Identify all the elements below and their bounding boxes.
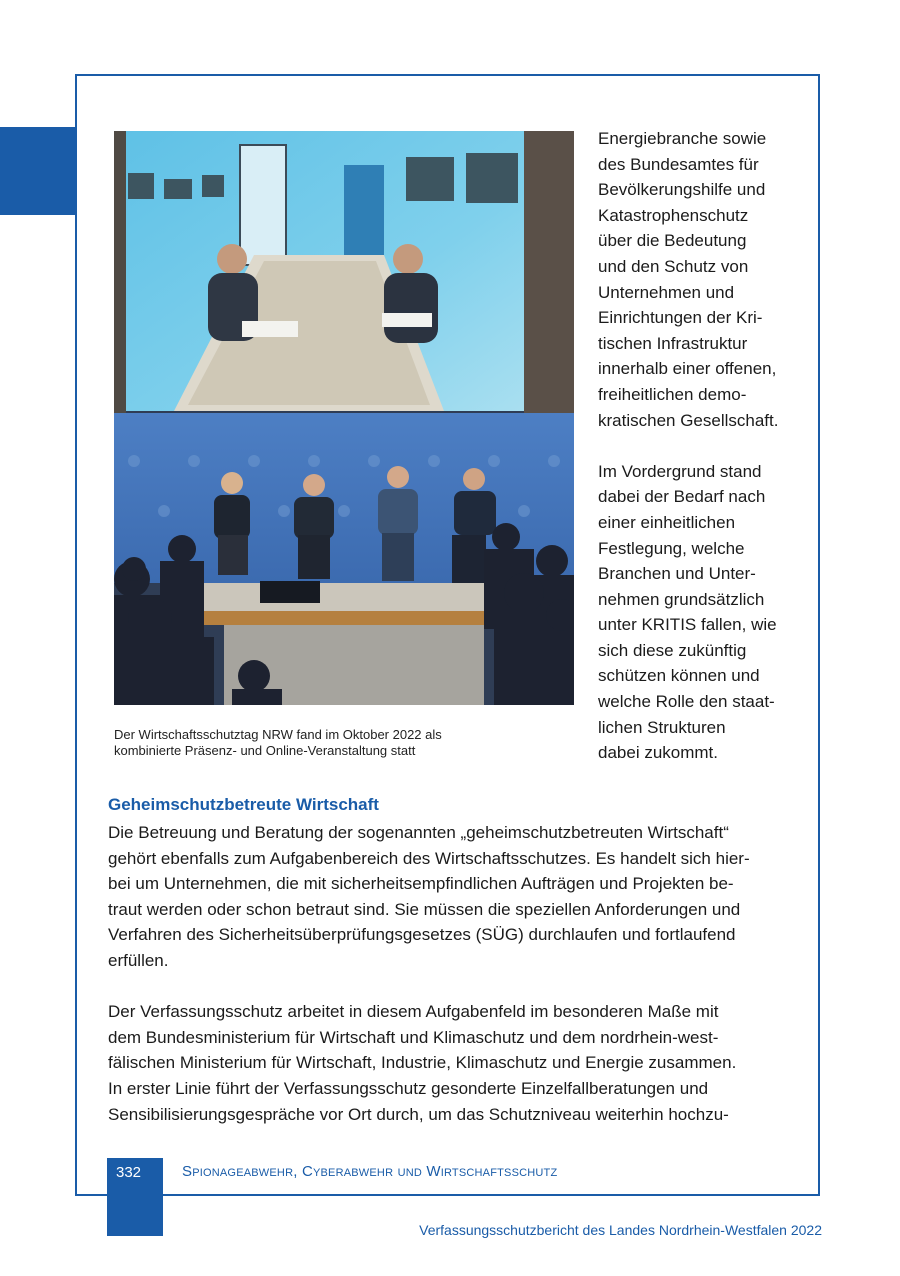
side-line: kratischen Gesellschaft. xyxy=(598,410,779,430)
publication-footer: Verfassungsschutzbericht des Landes Nordrhein-Westfalen 2022 xyxy=(419,1222,822,1238)
side-line: Energiebranche sowie xyxy=(598,129,767,148)
side-line: Branchen und Unter- xyxy=(598,564,756,584)
side-line: schützen können und xyxy=(598,666,760,686)
side-line: lichen Strukturen xyxy=(598,717,726,737)
caption-line: kombinierte Präsenz- und Online-Veranstaltung statt xyxy=(114,743,416,758)
side-line: Katastrophenschutz xyxy=(598,205,749,225)
caption-line: Der Wirtschaftsschutztag NRW fand im Oktober 2022 als xyxy=(114,727,442,742)
side-line: Festlegung, welche xyxy=(598,538,745,558)
body-line: traut werden oder schon betraut sind. Sie müssen die speziellen Anforderungen und xyxy=(108,899,741,919)
side-line: Unternehmen und xyxy=(598,282,735,302)
side-line: unter KRITIS fallen, wie xyxy=(598,615,777,635)
side-line: freiheitlichen demo- xyxy=(598,384,747,404)
side-line: dabei zukommt. xyxy=(598,743,718,763)
side-line: und den Schutz von xyxy=(598,256,749,276)
side-line: Einrichtungen der Kri- xyxy=(598,308,763,328)
conference-photo xyxy=(114,131,574,705)
side-line: über die Bedeutung xyxy=(598,231,747,251)
section-heading: Geheimschutzbetreute Wirtschaft xyxy=(108,795,379,814)
body-line: bei um Unternehmen, die mit sicherheitsempfindlichen Aufträgen und Projekten be- xyxy=(108,874,734,894)
side-line: Im Vordergrund stand xyxy=(598,461,762,481)
photo-caption xyxy=(114,727,494,759)
side-line: welche Rolle den staat- xyxy=(598,692,775,712)
body-line: erfüllen. xyxy=(108,950,169,970)
body-line: Sensibilisierungsgespräche vor Ort durch, um das Schutzniveau weiterhin hochzu- xyxy=(108,1104,729,1124)
paragraph-gap xyxy=(108,974,798,1000)
side-tab-marker xyxy=(0,127,77,215)
side-line: einer einheitlichen xyxy=(598,512,736,532)
chapter-title: Spionageabwehr, Cyberabwehr und Wirtschaftsschutz xyxy=(182,1163,558,1180)
body-line: dem Bundesministerium für Wirtschaft und Klimaschutz und dem nordrhein-west- xyxy=(108,1027,719,1047)
body-line: Verfahren des Sicherheitsüberprüfungsgesetzes (SÜG) durchlaufen und fortlaufend xyxy=(108,925,736,945)
section-body xyxy=(108,820,798,1127)
side-line: nehmen grundsätzlich xyxy=(598,589,765,609)
side-line: Bevölkerungshilfe und xyxy=(598,180,766,200)
side-line: sich diese zukünftig xyxy=(598,640,747,660)
paragraph-gap xyxy=(598,433,808,459)
side-line: innerhalb einer offenen, xyxy=(598,359,777,379)
body-line: Der Verfassungsschutz arbeitet in diesem Aufgabenfeld im besonderen Maße mit xyxy=(108,1002,719,1022)
side-line: tischen Infrastruktur xyxy=(598,333,748,353)
body-line: gehört ebenfalls zum Aufgabenbereich des Wirtschaftsschutzes. Es handelt sich hier- xyxy=(108,848,750,868)
body-line: fälischen Ministerium für Wirtschaft, Industrie, Klimaschutz und Energie zusammen. xyxy=(108,1053,737,1073)
side-column-text xyxy=(598,126,808,766)
page-number: 332 xyxy=(115,1164,142,1181)
side-line: des Bundesamtes für xyxy=(598,154,759,174)
body-line: In erster Linie führt der Verfassungsschutz gesonderte Einzelfallberatungen und xyxy=(108,1078,709,1098)
body-line: Die Betreuung und Beratung der sogenannten „geheimschutzbetreuten Wirtschaft“ xyxy=(108,823,729,842)
side-line: dabei der Bedarf nach xyxy=(598,487,766,507)
